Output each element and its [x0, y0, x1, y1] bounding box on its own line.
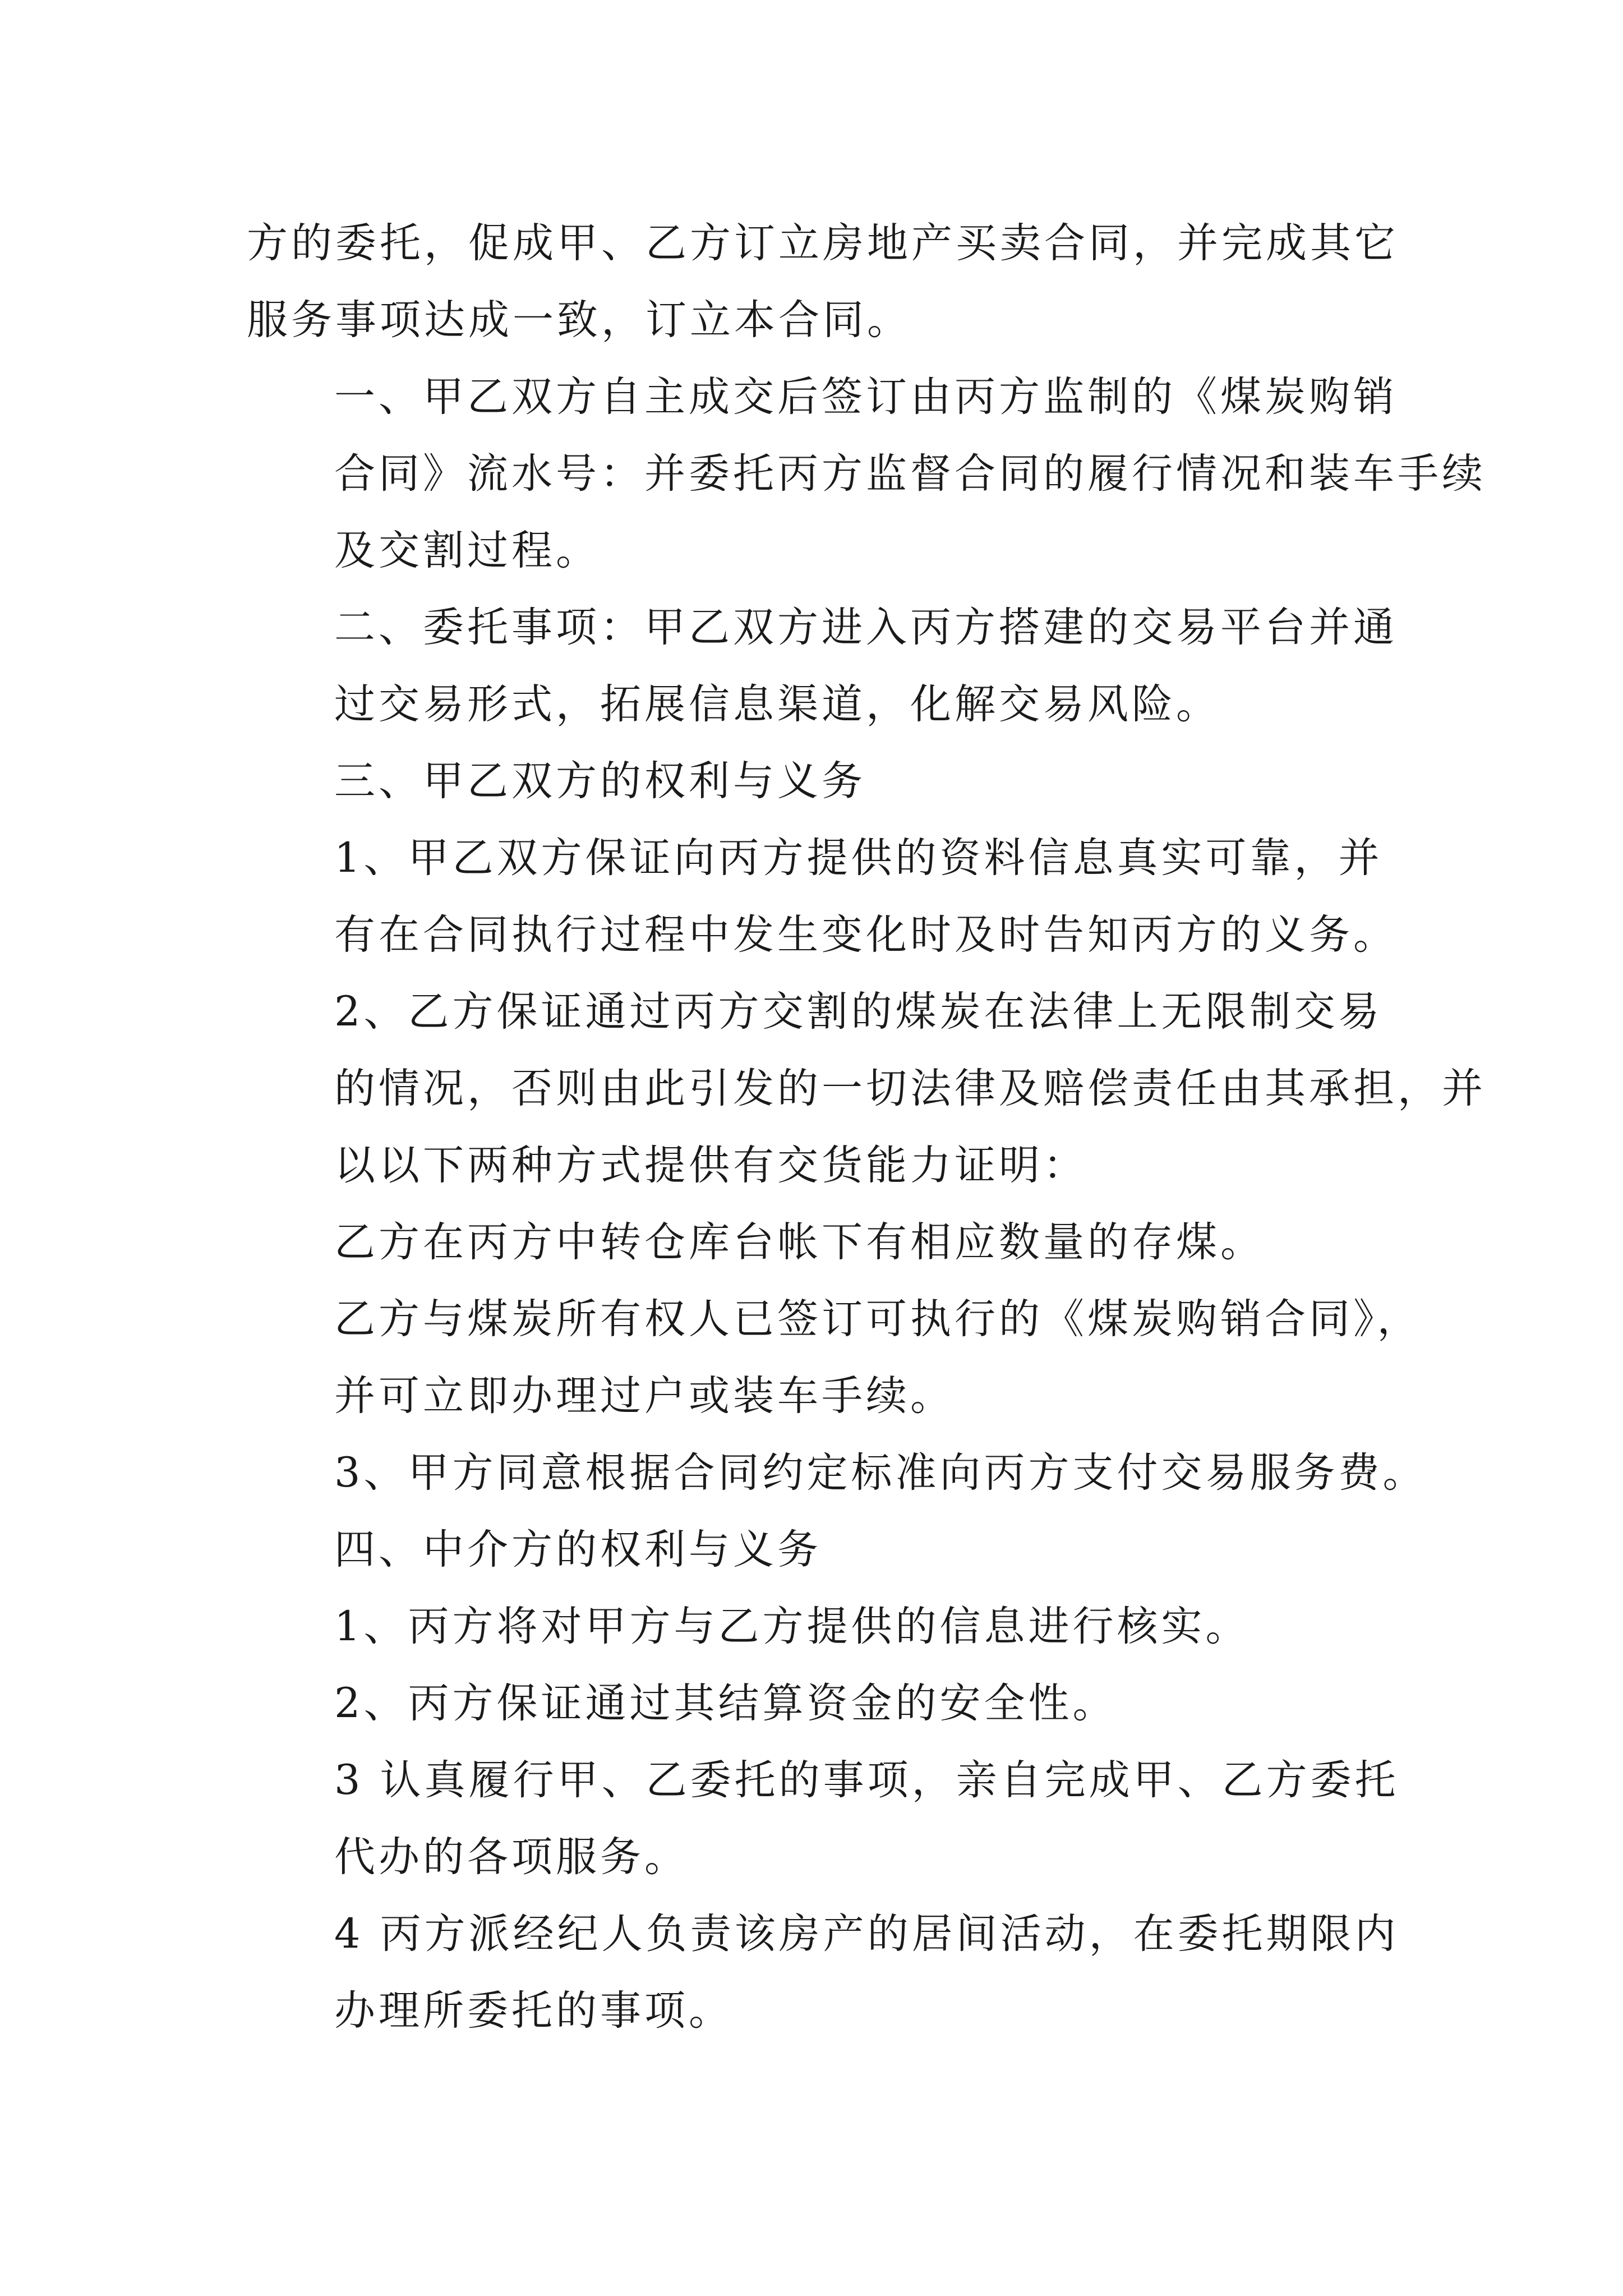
text-line: 2、丙方保证通过其结算资金的安全性。 [334, 1680, 1117, 1727]
paragraph [247, 1665, 1402, 1742]
text-line: 过交易形式，拓展信息渠道，化解交易风险。 [334, 680, 1220, 728]
text-line: 服务事项达成一致，订立本合同。 [247, 296, 911, 344]
text-line: 二、委托事项：甲乙双方进入丙方搭建的交易平台并通 [334, 604, 1398, 651]
paragraph [247, 743, 1402, 820]
paragraph [247, 1742, 1402, 1895]
paragraph [247, 1281, 1422, 1434]
text-line: 以以下两种方式提供有交货能力证明： [334, 1142, 1087, 1189]
text-line: 及交割过程。 [334, 527, 600, 574]
paragraph [247, 1434, 1427, 1511]
paragraph [247, 973, 1486, 1204]
document-body [247, 205, 1486, 2049]
text-line: 3、甲方同意根据合同约定标准向丙方支付交易服务费。 [334, 1449, 1427, 1497]
text-line: 四、中介方的权利与义务 [334, 1526, 822, 1573]
text-line: 办理所委托的事项。 [334, 1987, 733, 2035]
text-line: 代办的各项服务。 [334, 1833, 689, 1881]
text-line: 乙方与煤炭所有权人已签订可执行的《煤炭购销合同》， [334, 1295, 1422, 1343]
paragraph [247, 1511, 1402, 1588]
paragraph [247, 589, 1402, 743]
text-line: 并可立即办理过户或装车手续。 [334, 1372, 955, 1420]
text-line: 1、丙方将对甲方与乙方提供的信息进行核实。 [334, 1603, 1250, 1650]
text-line: 三、甲乙双方的权利与义务 [334, 757, 866, 805]
paragraph [247, 1895, 1402, 2049]
paragraph [247, 358, 1486, 589]
paragraph [247, 1204, 1402, 1281]
text-line: 3 认真履行甲、乙委托的事项，亲自完成甲、乙方委托 [334, 1756, 1399, 1804]
text-line: 有在合同执行过程中发生变化时及时告知丙方的义务。 [334, 911, 1398, 959]
text-line: 4 丙方派经纪人负责该房产的居间活动，在委托期限内 [334, 1910, 1399, 1958]
text-line: 2、乙方保证通过丙方交割的煤炭在法律上无限制交易 [334, 988, 1383, 1036]
text-line: 方的委托，促成甲、乙方订立房地产买卖合同，并完成其它 [247, 219, 1399, 267]
text-line: 合同》流水号：并委托丙方监督合同的履行情况和装车手续 [334, 450, 1486, 498]
paragraph [247, 1588, 1402, 1665]
text-line: 的情况，否则由此引发的一切法律及赔偿责任由其承担，并 [334, 1065, 1486, 1112]
paragraph [247, 820, 1402, 973]
text-line: 1、甲乙双方保证向丙方提供的资料信息真实可靠，并 [334, 834, 1383, 882]
text-line: 一、甲乙双方自主成交后签订由丙方监制的《煤炭购销 [334, 373, 1398, 421]
paragraph [247, 205, 1402, 358]
text-line: 乙方在丙方中转仓库台帐下有相应数量的存煤。 [334, 1218, 1265, 1266]
